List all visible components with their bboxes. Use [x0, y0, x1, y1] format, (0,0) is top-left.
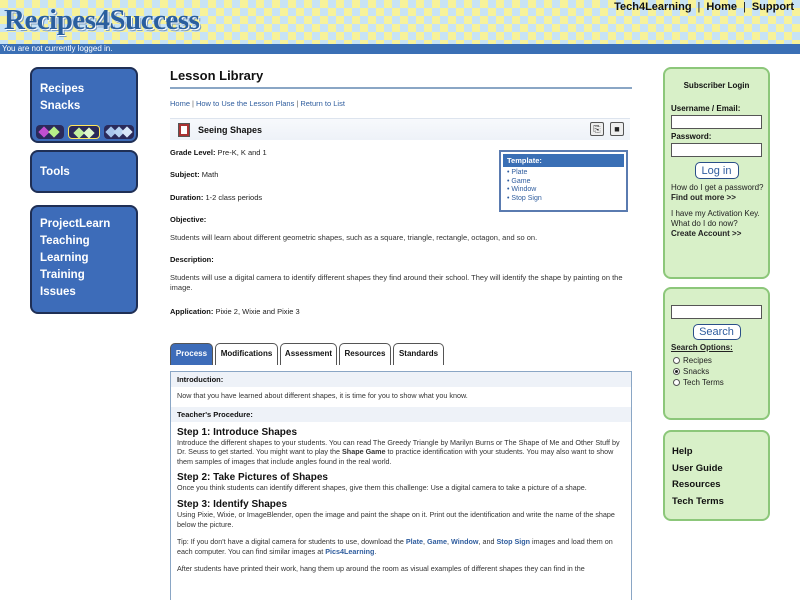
step2-text: Once you think students can identify different shapes, give them this challenge: Use a digital camera to take a picture of a shape. — [177, 483, 587, 493]
category-pill-1[interactable] — [36, 125, 64, 139]
description-label: Description: — [170, 255, 214, 264]
after-text: After students have printed their work, hang them up around the room as visual examples of different shapes they can find in the — [177, 564, 585, 574]
password-input[interactable] — [671, 143, 762, 157]
lesson-title: Seeing Shapes — [198, 125, 263, 135]
nav-box-recipes — [30, 67, 138, 143]
step1-title: Step 1: Introduce Shapes — [177, 426, 298, 438]
print-icon[interactable]: ⎘ — [590, 122, 604, 136]
nav-support[interactable]: Support — [751, 1, 794, 13]
tip-link-plate[interactable]: Plate — [405, 537, 424, 547]
breadcrumb-how-to[interactable]: How to Use the Lesson Plans — [195, 99, 295, 108]
search-input[interactable] — [671, 305, 762, 319]
lesson-header — [170, 118, 630, 140]
nav-tech4learning[interactable]: Tech4Learning — [614, 1, 692, 13]
tab-process[interactable]: Process — [170, 343, 213, 365]
search-box — [663, 287, 770, 420]
search-option-recipes[interactable]: Recipes — [665, 355, 768, 366]
search-option-snacks[interactable]: Snacks — [665, 366, 768, 377]
intro-text: Now that you have learned about different shapes, it is time for you to show what you know. — [177, 391, 468, 400]
template-game[interactable]: • Game — [507, 177, 531, 185]
search-button[interactable]: Search — [693, 324, 741, 340]
nav-projectlearn[interactable]: ProjectLearn — [40, 218, 111, 230]
tab-resources[interactable]: Resources — [339, 343, 391, 365]
process-panel — [170, 371, 632, 600]
forgot-text: How do I get a password? — [671, 183, 764, 192]
step2-title: Step 2: Take Pictures of Shapes — [177, 472, 328, 484]
help-box — [663, 430, 770, 521]
login-box — [663, 67, 770, 279]
tip-link-stop-sign[interactable]: Stop Sign — [496, 537, 531, 547]
nav-learning[interactable]: Learning — [40, 252, 89, 264]
search-option-tech-terms[interactable]: Tech Terms — [665, 377, 768, 388]
grade-level: Grade Level: Pre-K, K and 1 — [170, 148, 267, 157]
nav-box-tools — [30, 150, 138, 193]
save-icon[interactable]: ■ — [610, 122, 624, 136]
lesson-tabs — [170, 343, 640, 365]
search-options-label: Search Options: — [671, 343, 733, 352]
nav-issues[interactable]: Issues — [40, 286, 76, 298]
subject: Subject: Math — [170, 170, 219, 179]
tip-text: Tip: If you don't have a digital camera for students to use, download the Plate, Game, Window, and Stop Sign images and load them on each computer. You can find similar images at Pics4Learning. — [177, 537, 613, 556]
procedure-heading: Teacher's Procedure: — [171, 407, 631, 422]
nav-training[interactable]: Training — [40, 269, 85, 281]
template-window[interactable]: • Window — [507, 186, 537, 193]
user-guide-link[interactable]: User Guide — [672, 462, 723, 474]
find-out-more-link[interactable]: Find out more >> — [671, 193, 736, 202]
tip-link-game[interactable]: Game — [427, 537, 448, 547]
application: Application: Pixie 2, Wixie and Pixie 3 — [170, 307, 300, 316]
breadcrumb-home[interactable]: Home — [170, 99, 191, 108]
site-logo[interactable]: Recipes4Success — [4, 4, 200, 36]
tech-terms-link[interactable]: Tech Terms — [672, 495, 724, 507]
objective-label: Objective: — [170, 215, 207, 224]
help-link[interactable]: Help — [672, 446, 693, 457]
tip-link-window[interactable]: Window — [451, 537, 479, 547]
username-input[interactable] — [671, 115, 762, 129]
tab-assessment[interactable]: Assessment — [280, 343, 337, 365]
template-box — [499, 150, 628, 212]
category-pills — [32, 121, 136, 141]
site-header — [0, 0, 800, 44]
description-text: Students will use a digital camera to identify different shapes they find around their school. They will identify the shape by painting on the image. — [170, 273, 623, 292]
nav-box-projectlearn — [30, 205, 138, 314]
activation-text: I have my Activation Key. What do I do now? — [671, 209, 760, 228]
password-label: Password: — [671, 132, 712, 141]
template-title: Template: — [503, 154, 624, 167]
login-title: Subscriber Login — [683, 81, 750, 90]
nav-snacks[interactable]: Snacks — [40, 100, 81, 112]
tab-standards[interactable]: Standards — [393, 343, 444, 365]
login-status: You are not currently logged in. — [0, 44, 800, 54]
template-stop-sign[interactable]: • Stop Sign — [507, 194, 542, 202]
nav-home[interactable]: Home — [706, 1, 737, 13]
username-label: Username / Email: — [671, 104, 741, 113]
breadcrumb: Home | How to Use the Lesson Plans | Return to List — [170, 99, 345, 108]
category-pill-2[interactable] — [68, 125, 100, 139]
pics4learning-link[interactable]: Pics4Learning — [325, 546, 375, 556]
tab-modifications[interactable]: Modifications — [215, 343, 278, 365]
template-plate[interactable]: • Plate — [507, 169, 528, 176]
category-pill-3[interactable] — [104, 125, 134, 139]
nav-recipes[interactable]: Recipes — [40, 83, 85, 95]
top-nav: Tech4Learning | Home | Support — [614, 1, 794, 13]
breadcrumb-return[interactable]: Return to List — [300, 99, 345, 108]
step1-text: Introduce the different shapes to your students. You can read The Greedy Triangle by Marilyn Burns or The Shape of Me and Other Stuff by Dr. Seuss to get started. You might want to play the Shape Game to practice identification with your students. You may also want to show them samples of images that include angles found in the real world. — [177, 437, 620, 466]
main-content — [170, 62, 632, 574]
resources-link[interactable]: Resources — [672, 479, 721, 490]
objective-text: Students will learn about different geometric shapes, such as a square, triangle, rectangle, octagon, and so on. — [170, 233, 538, 242]
page-title: Lesson Library — [170, 62, 632, 89]
nav-teaching[interactable]: Teaching — [40, 235, 90, 247]
step3-text: Using Pixie, Wixie, or ImageBlender, open the image and paint the shape on it. Print out the identification and write the name of the shape below the picture. — [177, 509, 615, 529]
login-button[interactable]: Log in — [695, 162, 739, 179]
step3-title: Step 3: Identify Shapes — [177, 498, 288, 510]
lesson-book-icon — [178, 123, 190, 137]
nav-tools[interactable]: Tools — [40, 166, 70, 178]
intro-heading: Introduction: — [171, 372, 631, 387]
create-account-link[interactable]: Create Account >> — [671, 229, 742, 238]
duration: Duration: 1-2 class periods — [170, 193, 263, 202]
